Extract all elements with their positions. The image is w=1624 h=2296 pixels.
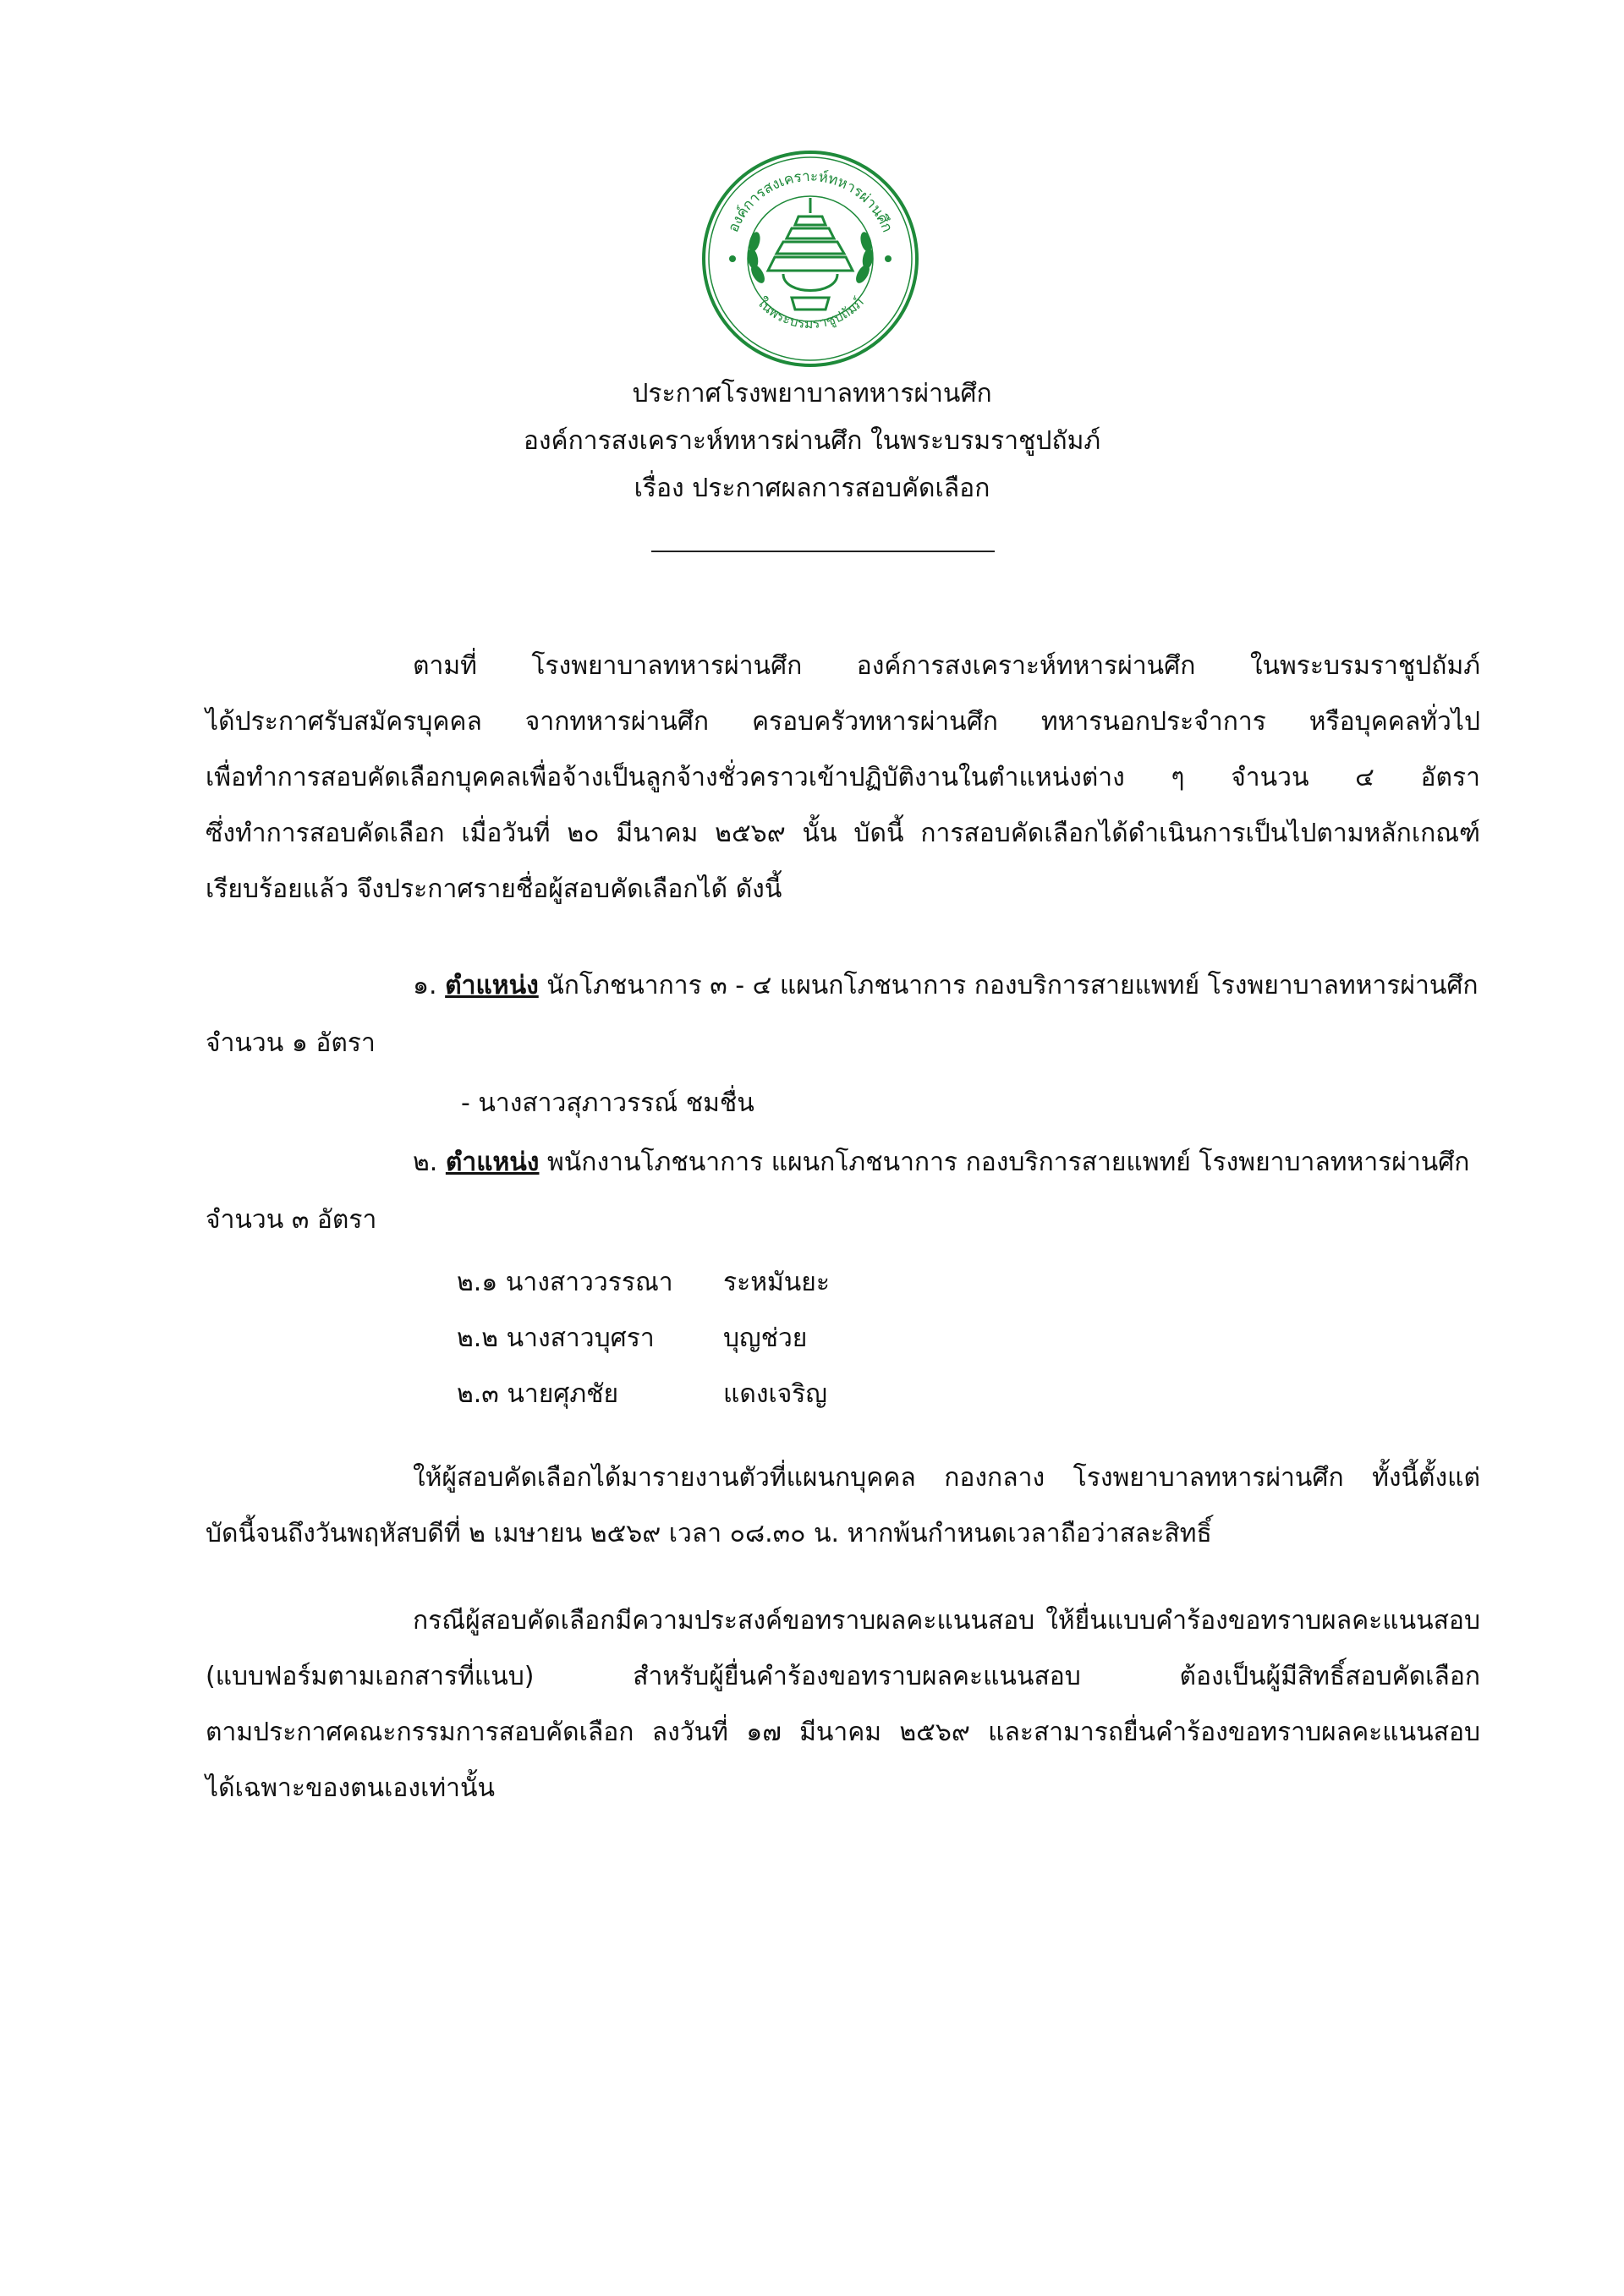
subject-line: เรื่อง ประกาศผลการสอบคัดเลือก [634, 474, 990, 503]
intro-line-4: ซึ่งทำการสอบคัดเลือก เมื่อวันที่ ๒๐ มีนาคม ๒๕๖๙ นั้น บัดนี้ การสอบคัดเลือกได้ดำเนินการเป็นไปตามหลักเกณฑ์ [206, 819, 1480, 848]
scores-line-4: ได้เฉพาะของตนเองเท่านั้น [206, 1773, 495, 1803]
seal-top-text: องค์การสงเคราะห์ทหารผ่านศึก [725, 167, 896, 235]
header-divider [651, 551, 995, 552]
position-1-number: ๑. [413, 971, 437, 1000]
report-line-1: ให้ผู้สอบคัดเลือกได้มารายงานตัวที่แผนกบุคคล กองกลาง โรงพยาบาลทหารผ่านศึก ทั้งนี้ตั้งแต่ [413, 1463, 1480, 1493]
candidate-2-3-last: แดงเจริญ [723, 1379, 827, 1409]
position-1-line [413, 969, 1479, 1003]
intro-line-2: ได้ประกาศรับสมัครบุคคล จากทหารผ่านศึก ครอบครัวทหารผ่านศึก ทหารนอกประจำการ หรือบุคคลทั่วไป [206, 707, 1480, 737]
position-1-detail: นักโภชนาการ ๓ - ๔ แผนกโภชนาการ กองบริการสายแพทย์ โรงพยาบาลทหารผ่านศึก [546, 971, 1479, 1000]
svg-text:ในพระบรมราชูปถัมภ์ [754, 294, 866, 332]
intro-line-3: เพื่อทำการสอบคัดเลือกบุคคลเพื่อจ้างเป็นลูกจ้างชั่วคราวเข้าปฏิบัติงานในตำแหน่งต่าง ๆ จำนวน ๔ อัตรา [206, 763, 1480, 792]
announcement-title: ประกาศโรงพยาบาลทหารผ่านศึก [632, 379, 992, 408]
intro-line-5: เรียบร้อยแล้ว จึงประกาศรายชื่อผู้สอบคัดเลือกได้ ดังนี้ [206, 874, 782, 904]
candidate-2-3-first: ๒.๓ นายศุภชัย [457, 1379, 619, 1409]
candidate-2-1-first: ๒.๑ นางสาววรรณา [457, 1268, 673, 1297]
candidate-2-2-last: บุญช่วย [723, 1323, 808, 1353]
position-2-count: จำนวน ๓ อัตรา [206, 1205, 377, 1235]
position-2-line [413, 1146, 1469, 1180]
position-1-candidate: - นางสาวสุภาวรรณ์ ชมชื่น [461, 1088, 754, 1118]
organization-name: องค์การสงเคราะห์ทหารผ่านศึก ในพระบรมราชูปถัมภ์ [523, 426, 1101, 456]
scores-line-2: (แบบฟอร์มตามเอกสารที่แนบ) สำหรับผู้ยื่นคำร้องขอทราบผลคะแนนสอบ ต้องเป็นผู้มีสิทธิ์สอบคัดเลือก [206, 1662, 1480, 1691]
position-2-number: ๒. [413, 1148, 438, 1177]
scores-line-1: กรณีผู้สอบคัดเลือกมีความประสงค์ขอทราบผลคะแนนสอบ ให้ยื่นแบบคำร้องขอทราบผลคะแนนสอบ [413, 1606, 1480, 1636]
intro-line-1: ตามที่ โรงพยาบาลทหารผ่านศึก องค์การสงเคราะห์ทหารผ่านศึก ในพระบรมราชูปถัมภ์ [413, 651, 1480, 681]
seal-bottom-text: ในพระบรมราชูปถัมภ์ [754, 293, 867, 332]
position-1-count: จำนวน ๑ อัตรา [206, 1028, 376, 1058]
candidate-2-2-first: ๒.๒ นางสาวบุศรา [457, 1323, 655, 1353]
position-2-detail: พนักงานโภชนาการ แผนกโภชนาการ กองบริการสายแพทย์ โรงพยาบาลทหารผ่านศึก [547, 1148, 1470, 1177]
report-line-2: บัดนี้จนถึงวันพฤหัสบดีที่ ๒ เมษายน ๒๕๖๙ เวลา ๐๘.๓๐ น. หากพ้นกำหนดเวลาถือว่าสละสิทธิ์ [206, 1519, 1212, 1548]
organization-seal-logo [699, 147, 922, 370]
position-2-label: ตำแหน่ง [445, 1148, 540, 1177]
candidate-2-1-last: ระหมันยะ [723, 1268, 830, 1297]
scores-line-3: ตามประกาศคณะกรรมการสอบคัดเลือก ลงวันที่ ๑๗ มีนาคม ๒๕๖๙ และสามารถยื่นคำร้องขอทราบผลคะแนนสอบ [206, 1718, 1480, 1747]
position-1-label: ตำแหน่ง [445, 971, 539, 1000]
